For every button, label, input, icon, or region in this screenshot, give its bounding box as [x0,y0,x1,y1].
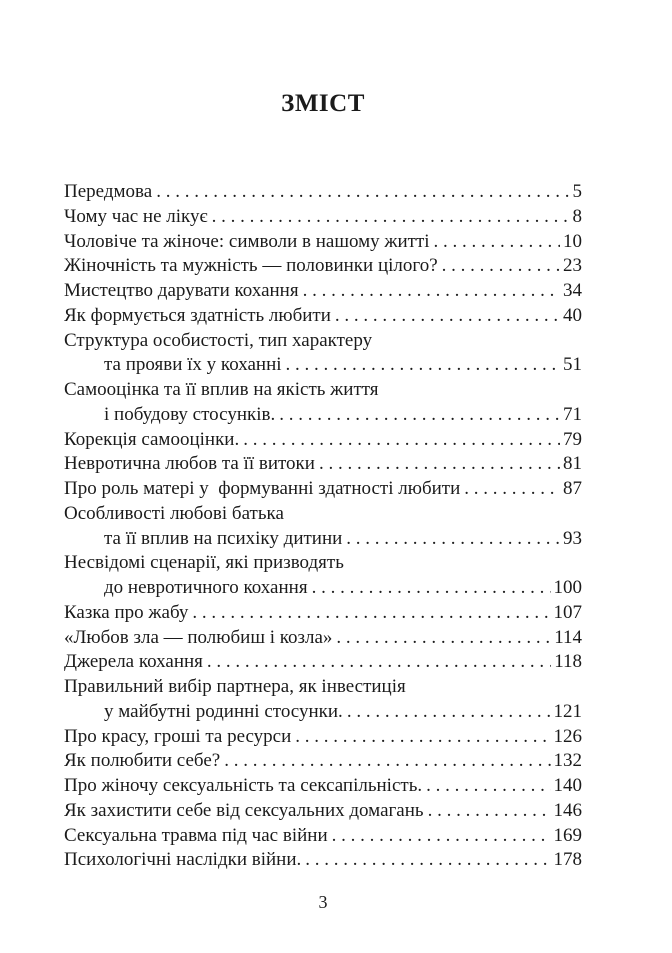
toc-entry-text: Сексуальна травма під час війни [64,824,328,846]
dot-leader [243,428,560,453]
toc-entry-text: Жіночність та мужність — половинки цілого? [64,255,438,277]
toc-entry-line [64,774,582,799]
toc-entry-text: у майбутні родинні стосунки. [104,700,343,722]
toc-page-number: 71 [563,403,582,425]
dot-leader [332,824,551,849]
toc-entry-line [64,725,582,750]
toc-entry-line [64,675,582,700]
toc-page-number: 93 [563,527,582,549]
toc-entry-text: Про красу, гроші та ресурси [64,725,292,747]
toc-entry-text: Корекція самооцінки. [64,428,240,450]
toc-entry-text: Як полюбити себе? [64,750,221,772]
toc-entry-text: Мистецтво дарувати кохання [64,280,299,301]
toc-entry-line [64,848,582,873]
toc-page-number: 5 [572,181,582,202]
toc-entry-line [64,700,582,725]
toc-entry-line [64,824,582,849]
toc-page-number: 132 [553,750,582,772]
toc-page-number: 10 [563,230,582,252]
dot-leader [224,749,550,774]
toc-entry-line [64,477,582,502]
dot-leader [347,700,551,725]
dot-leader [336,626,551,651]
toc-entry-text: Особливості любові батька [64,502,284,524]
toc-entry-line [64,353,582,378]
toc-page-number: 34 [563,280,582,301]
toc-entry-line [64,551,582,576]
dot-leader [464,477,560,502]
dot-leader [346,527,560,552]
toc-entry-line [64,650,582,675]
dot-leader [442,254,560,279]
dot-leader [286,353,560,378]
toc-page-number: 107 [553,601,582,623]
dot-leader [212,205,570,230]
toc-page-number: 81 [563,453,582,475]
toc-entry-text: Несвідомі сценарії, які призводять [64,552,344,574]
toc-entry-text: до невротичного кохання [104,577,308,598]
toc-entry-text: Про роль матері у формуванні здатності любити [64,478,461,499]
toc-page-number: 79 [563,428,582,450]
dot-leader [156,180,569,205]
toc-page-number: 146 [553,799,582,821]
toc-entry-line [64,576,582,601]
dot-leader [295,725,550,750]
toc-page-number: 100 [553,577,582,598]
dot-leader [305,848,550,873]
toc-entry-line [64,403,582,428]
toc-entry-line [64,502,582,527]
toc-entry-line [64,749,582,774]
toc-entry-line [64,601,582,626]
toc-entry-text: Чому час не лікує [64,205,208,227]
toc-entry-text: Структура особистості, тип характеру [64,329,373,351]
toc-page-number: 114 [554,626,582,648]
toc-entry-line [64,304,582,329]
toc-list [64,180,582,873]
toc-entry-line [64,329,582,354]
dot-leader [303,279,560,304]
toc-page-number: 126 [553,725,582,747]
toc-title: ЗМІСТ [281,90,365,117]
toc-entry-text: Психологічні наслідки війни. [64,849,302,871]
toc-entry-line [64,452,582,477]
toc-entry-text: Чоловіче та жіноче: символи в нашому житті [64,230,430,252]
dot-leader [426,774,550,799]
toc-entry-text: «Любов зла — полюбиш і козла» [64,626,333,648]
toc-entry-text: Правильний вибір партнера, як інвестиція [64,676,406,697]
toc-page-number: 23 [563,255,582,277]
toc-page-number: 178 [553,849,582,871]
toc-entry-line [64,799,582,824]
toc-page-number: 118 [554,651,582,673]
dot-leader [312,576,551,601]
toc-entry-line [64,279,582,304]
toc-entry-line [64,205,582,230]
toc-page-number: 121 [553,700,582,722]
dot-leader [428,799,551,824]
toc-entry-text: і побудову стосунків. [104,403,276,425]
toc-entry-text: Як формується здатність любити [64,304,331,326]
toc-entry-text: Про жіночу сексуальність та сексапільність. [64,775,423,796]
toc-page-number: 8 [572,205,582,227]
toc-page-number: 87 [563,478,582,499]
toc-entry-text: Самооцінка та її вплив на якість життя [64,379,379,400]
toc-entry-line [64,626,582,651]
toc-entry-line [64,254,582,279]
dot-leader [319,452,560,477]
folio-page-number: 3 [318,892,328,912]
toc-entry-line [64,428,582,453]
toc-entry-text: та прояви їх у коханні [104,354,282,376]
toc-entry-text: Невротична любов та її витоки [64,453,315,475]
dot-leader [279,403,560,428]
toc-entry-line [64,230,582,255]
dot-leader [335,304,560,329]
toc-page-number: 51 [563,354,582,376]
dot-leader [207,650,551,675]
toc-entry-line [64,378,582,403]
toc-page-number: 40 [563,304,582,326]
toc-page-number: 140 [553,775,582,796]
dot-leader [434,230,560,255]
toc-entry-text: та її вплив на психіку дитини [104,527,343,549]
toc-entry-text: Казка про жабу [64,601,189,623]
toc-entry-text: Передмова [64,181,153,202]
toc-entry-text: Як захистити себе від сексуальних домагань [64,799,424,821]
toc-entry-line [64,180,582,205]
toc-entry-text: Джерела кохання [64,651,203,673]
toc-page-number: 169 [553,824,582,846]
dot-leader [192,601,550,626]
toc-entry-line [64,527,582,552]
